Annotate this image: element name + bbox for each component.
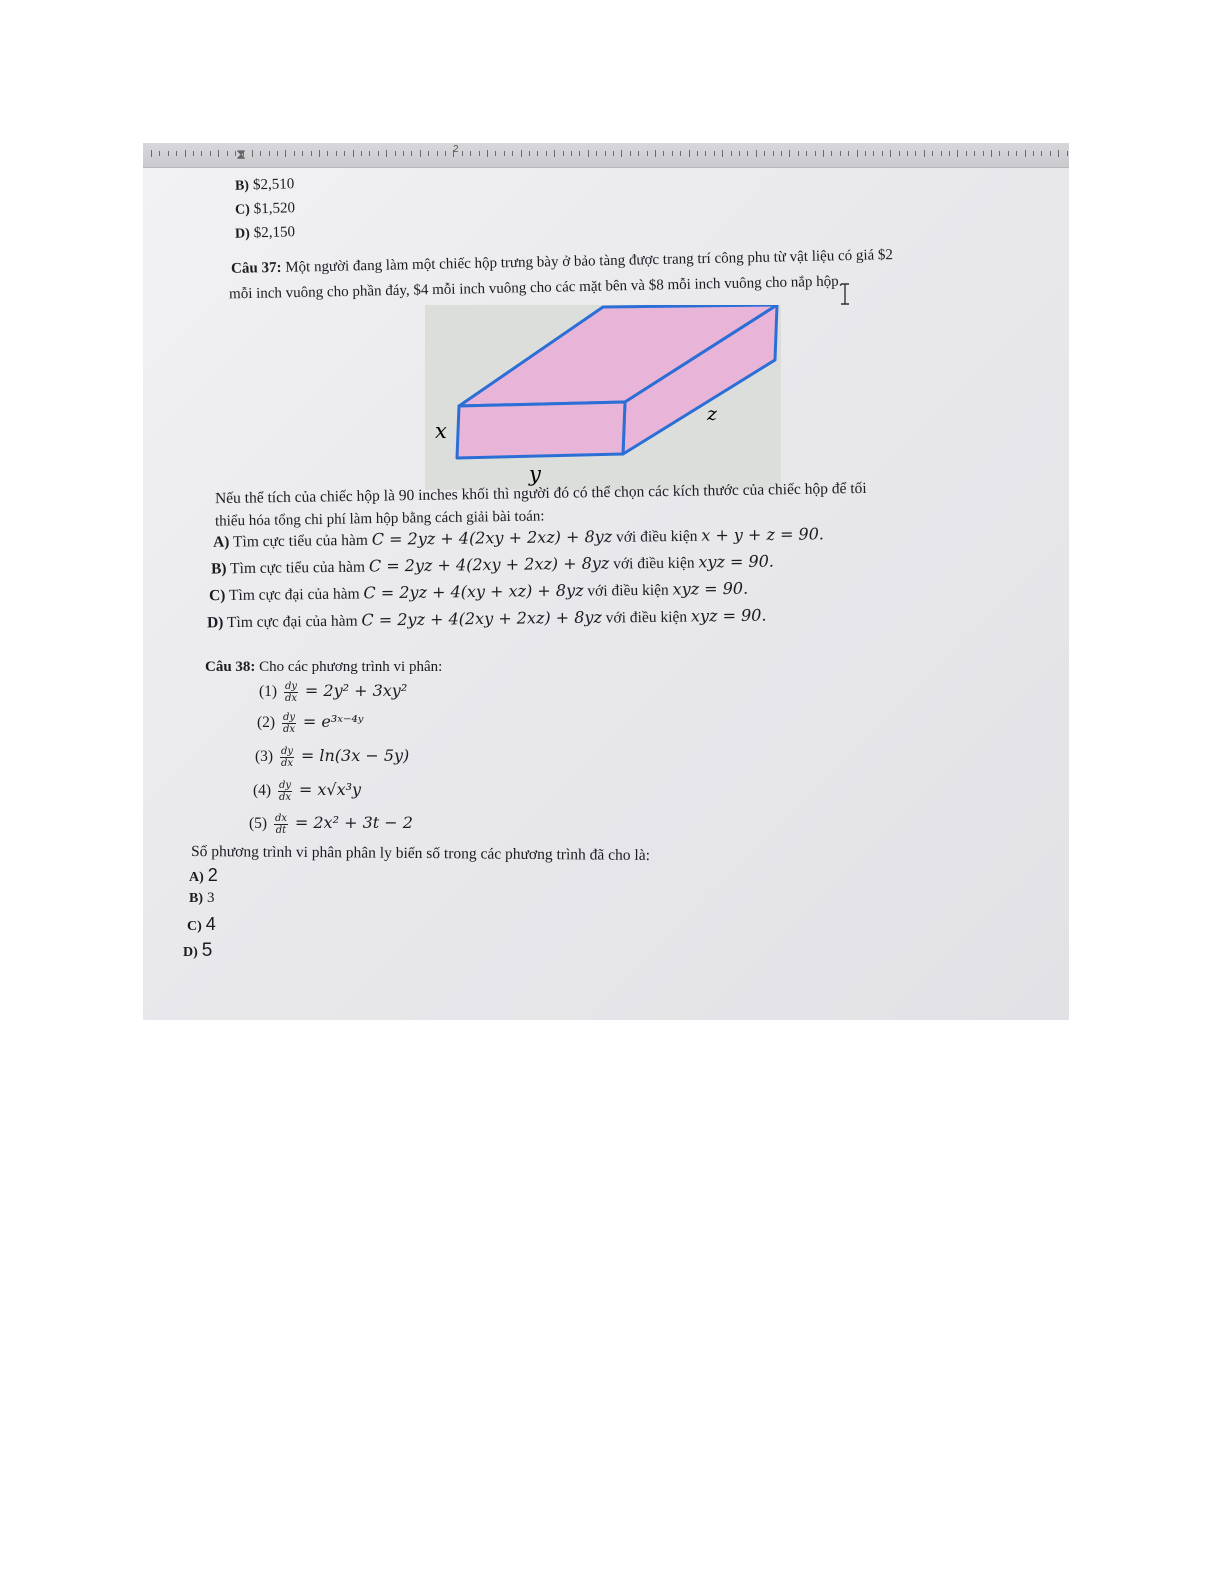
ruler-tick bbox=[311, 151, 312, 156]
q38-intro bbox=[205, 656, 442, 678]
fraction-denominator: dx bbox=[282, 723, 295, 735]
q38-equation-4 bbox=[253, 779, 361, 803]
ruler-tick bbox=[613, 151, 614, 156]
ruler-tick bbox=[731, 151, 732, 156]
q37-option-d bbox=[207, 605, 767, 635]
ruler-tick bbox=[1008, 151, 1009, 156]
ruler-tick bbox=[781, 151, 782, 156]
q37-heading: Câu 37: bbox=[230, 259, 282, 277]
fraction-denominator: dx bbox=[278, 791, 291, 803]
equation-fraction bbox=[282, 712, 296, 735]
option-label: B) bbox=[210, 560, 227, 578]
option-label: D) bbox=[234, 226, 250, 242]
ruler-tick bbox=[647, 151, 648, 156]
ruler-tick bbox=[252, 150, 253, 157]
ruler-tick bbox=[747, 151, 748, 156]
ruler-tick bbox=[773, 151, 774, 156]
ruler-tick bbox=[949, 151, 950, 156]
equation-label: (5) bbox=[249, 815, 268, 832]
option-label: C) bbox=[187, 919, 202, 934]
ruler-tick bbox=[823, 150, 824, 157]
ruler-tick bbox=[218, 150, 219, 157]
ruler-tick bbox=[873, 151, 874, 156]
equation-fraction bbox=[274, 813, 288, 836]
ruler-tick bbox=[210, 151, 211, 156]
ruler-tick bbox=[798, 151, 799, 156]
option-cond-text: với điều kiện bbox=[587, 581, 669, 600]
equation-label: (2) bbox=[257, 714, 276, 731]
ruler-tick bbox=[537, 151, 538, 156]
ruler-tick bbox=[563, 151, 564, 156]
ruler-tick bbox=[966, 151, 967, 156]
option-formula: C = 2yz + 4(xy + xz) + 8yz bbox=[363, 580, 584, 603]
ruler-tick bbox=[185, 150, 186, 157]
option-text: 3 bbox=[207, 890, 215, 906]
ruler-tick bbox=[470, 151, 471, 156]
q37-option-c bbox=[209, 578, 748, 608]
ruler-tick bbox=[630, 151, 631, 156]
prev-option-d bbox=[235, 224, 295, 243]
ruler-tick bbox=[428, 151, 429, 156]
option-label: D) bbox=[206, 614, 224, 632]
ruler-tick bbox=[319, 150, 320, 157]
option-text: $1,520 bbox=[253, 200, 296, 218]
ruler-tick bbox=[176, 151, 177, 156]
ruler-tick bbox=[437, 151, 438, 156]
ruler-tick bbox=[479, 151, 480, 156]
option-label: C) bbox=[234, 202, 250, 218]
q37-text-line1: Một người đang làm một chiếc hộp trưng bày ở bảo tàng được trang trí công phu từ vật liệu có giá $2 bbox=[285, 247, 894, 276]
ruler-tick bbox=[344, 151, 345, 156]
ruler-tick bbox=[840, 151, 841, 156]
ruler-tick bbox=[1041, 151, 1042, 156]
ruler-tick bbox=[521, 150, 522, 157]
fraction-numerator: dy bbox=[278, 779, 292, 791]
option-cond-text: với điều kiện bbox=[615, 527, 698, 546]
q37-option-b bbox=[211, 551, 774, 581]
equation-rhs: = x√x³y bbox=[298, 780, 362, 799]
ruler-tick bbox=[327, 151, 328, 156]
ruler-tick bbox=[1058, 150, 1059, 157]
ruler-tick bbox=[915, 151, 916, 156]
ruler-tick bbox=[378, 151, 379, 156]
ruler-tick bbox=[529, 151, 530, 156]
indent-marker-icon[interactable]: ⧗ bbox=[236, 147, 246, 163]
ruler-tick bbox=[445, 151, 446, 156]
document-photo bbox=[143, 143, 1069, 1020]
option-text: Tìm cực đại của hàm bbox=[226, 612, 358, 632]
ruler-tick bbox=[361, 151, 362, 156]
ruler-tick bbox=[899, 151, 900, 156]
option-text: 2 bbox=[207, 865, 218, 885]
box-figure bbox=[425, 305, 781, 490]
q38-heading: Câu 38: bbox=[205, 659, 256, 675]
ruler-tick bbox=[638, 151, 639, 156]
ruler-tick bbox=[1067, 151, 1068, 156]
equation-fraction bbox=[278, 780, 292, 803]
label-x: x bbox=[435, 419, 447, 443]
ruler-tick bbox=[571, 151, 572, 156]
ruler-tick bbox=[806, 151, 807, 156]
ruler-tick bbox=[1016, 151, 1017, 156]
fraction-numerator: dx bbox=[274, 812, 287, 824]
ruler-tick bbox=[386, 150, 387, 157]
ruler-tick bbox=[285, 150, 286, 157]
ruler-tick bbox=[756, 150, 757, 157]
ruler-tick bbox=[924, 150, 925, 157]
ruler-tick bbox=[159, 151, 160, 156]
ruler-tick bbox=[655, 150, 656, 157]
fraction-numerator: dy bbox=[282, 711, 296, 723]
ruler-tick bbox=[848, 151, 849, 156]
option-text: 5 bbox=[201, 940, 213, 961]
ruler-tick bbox=[764, 151, 765, 156]
option-formula: C = 2yz + 4(2xy + 2xz) + 8yz bbox=[368, 553, 610, 576]
ruler-tick bbox=[403, 151, 404, 156]
ruler-tick bbox=[705, 151, 706, 156]
option-cond-text: với điều kiện bbox=[613, 554, 695, 573]
equation-label: (1) bbox=[259, 683, 278, 700]
q38-equation-1 bbox=[259, 680, 407, 704]
ruler-tick bbox=[672, 151, 673, 156]
option-formula: C = 2yz + 4(2xy + 2xz) + 8yz bbox=[361, 607, 602, 630]
ruler-tick bbox=[1050, 151, 1051, 156]
option-label: B) bbox=[189, 891, 203, 906]
ruler-tick bbox=[739, 151, 740, 156]
ruler-tick bbox=[554, 150, 555, 157]
ruler-tick bbox=[680, 151, 681, 156]
ruler-tick bbox=[588, 150, 589, 157]
equation-fraction bbox=[280, 746, 294, 769]
option-formula: C = 2yz + 4(2xy + 2xz) + 8yz bbox=[371, 526, 613, 549]
ruler-tick bbox=[269, 151, 270, 156]
q38-option-d bbox=[183, 940, 212, 962]
option-label: A) bbox=[189, 870, 204, 885]
fraction-denominator: dx bbox=[280, 757, 293, 769]
ruler-tick bbox=[932, 151, 933, 156]
box-front-face bbox=[457, 402, 625, 458]
ruler-tick bbox=[420, 150, 421, 157]
q38-intro-text: Cho các phương trình vi phân: bbox=[259, 659, 443, 675]
fraction-denominator: dx bbox=[284, 692, 297, 704]
ruler-tick bbox=[260, 151, 261, 156]
ruler-tick bbox=[890, 150, 891, 157]
ruler-tick bbox=[168, 151, 169, 156]
option-condition: xyz = 90. bbox=[672, 578, 749, 599]
q37-line2: mỗi inch vuông cho phần đáy, $4 mỗi inch vuông cho các mặt bên và $8 mỗi inch vuông cho nắp hộp. bbox=[228, 273, 843, 303]
ruler-tick bbox=[294, 151, 295, 156]
ruler-tick bbox=[227, 151, 228, 156]
ruler-tick bbox=[369, 151, 370, 156]
ruler-tick bbox=[957, 150, 958, 157]
option-condition: x + y + z = 90. bbox=[701, 524, 825, 545]
option-text: Tìm cực tiểu của hàm bbox=[230, 558, 366, 578]
ruler-number: 2 bbox=[453, 144, 459, 155]
ruler-tick bbox=[151, 150, 152, 157]
ruler-tick bbox=[487, 150, 488, 157]
option-label: C) bbox=[208, 587, 226, 605]
ruler-tick bbox=[462, 151, 463, 156]
option-label: A) bbox=[212, 533, 230, 551]
q38-equation-5 bbox=[249, 812, 413, 836]
q38-question: Số phương trình vi phân phân ly biến số trong các phương trình đã cho là: bbox=[190, 842, 651, 865]
ruler-tick bbox=[865, 151, 866, 156]
q37-stem-line2: thiểu hóa tổng chi phí làm hộp bằng cách giải bài toán: bbox=[214, 508, 545, 530]
ruler-tick bbox=[495, 151, 496, 156]
ruler-tick bbox=[831, 151, 832, 156]
equation-label: (3) bbox=[255, 748, 274, 765]
q38-equation-3 bbox=[255, 745, 409, 769]
option-text: $2,510 bbox=[252, 176, 295, 194]
q38-equation-2 bbox=[257, 711, 364, 735]
ruler-tick bbox=[1033, 151, 1034, 156]
q38-option-a bbox=[189, 865, 218, 886]
ruler-tick bbox=[504, 151, 505, 156]
label-y: y bbox=[529, 462, 541, 486]
ruler-tick bbox=[697, 151, 698, 156]
ruler-tick bbox=[193, 151, 194, 156]
option-text: Tìm cực đại của hàm bbox=[228, 585, 360, 605]
option-label: D) bbox=[183, 945, 198, 960]
label-z: z bbox=[707, 403, 718, 425]
equation-label: (4) bbox=[253, 782, 272, 799]
q37-stem-line1: Nếu thể tích của chiếc hộp là 90 inches khối thì người đó có thể chọn các kích thước của chiếc hộp để tối bbox=[214, 479, 867, 508]
ruler-tick bbox=[546, 151, 547, 156]
ruler-tick bbox=[277, 151, 278, 156]
equation-rhs: = ln(3x − 5y) bbox=[300, 746, 410, 765]
ruler-tick bbox=[605, 151, 606, 156]
ruler-tick bbox=[941, 151, 942, 156]
ruler-tick bbox=[663, 151, 664, 156]
option-condition: xyz = 90. bbox=[698, 551, 775, 572]
fraction-numerator: dy bbox=[280, 745, 294, 757]
equation-rhs: = 2x² + 3t − 2 bbox=[294, 813, 413, 832]
equation-rhs: = 2y² + 3xy² bbox=[304, 681, 408, 700]
prev-option-c bbox=[235, 200, 295, 219]
prev-option-b bbox=[235, 176, 295, 195]
ruler-tick bbox=[991, 150, 992, 157]
ruler-tick bbox=[411, 151, 412, 156]
ruler-tick bbox=[579, 151, 580, 156]
equation-fraction bbox=[284, 681, 298, 704]
text-cursor-icon bbox=[838, 283, 852, 305]
ruler-tick bbox=[789, 150, 790, 157]
ruler bbox=[143, 143, 1069, 168]
ruler-tick bbox=[621, 150, 622, 157]
equation-rhs: = e³ˣ⁻⁴ʸ bbox=[302, 712, 364, 731]
ruler-tick bbox=[999, 151, 1000, 156]
option-condition: xyz = 90. bbox=[690, 605, 767, 626]
ruler-tick bbox=[353, 150, 354, 157]
ruler-tick bbox=[689, 150, 690, 157]
fraction-denominator: dt bbox=[275, 824, 287, 836]
ruler-tick bbox=[201, 151, 202, 156]
option-text: Tìm cực tiểu của hàm bbox=[232, 531, 369, 551]
option-text: 4 bbox=[205, 914, 216, 934]
q38-option-c bbox=[187, 914, 216, 935]
ruler-tick bbox=[596, 151, 597, 156]
ruler-tick bbox=[722, 150, 723, 157]
ruler-tick bbox=[857, 150, 858, 157]
ruler-tick bbox=[907, 151, 908, 156]
ruler-tick bbox=[1025, 150, 1026, 157]
ruler-tick bbox=[512, 151, 513, 156]
option-cond-text: với điều kiện bbox=[605, 608, 688, 627]
ruler-tick bbox=[395, 151, 396, 156]
option-text: $2,150 bbox=[253, 224, 296, 242]
ruler-tick bbox=[302, 151, 303, 156]
ruler-tick bbox=[336, 151, 337, 156]
ruler-tick bbox=[882, 151, 883, 156]
ruler-tick bbox=[974, 151, 975, 156]
ruler-tick bbox=[815, 151, 816, 156]
ruler-tick bbox=[983, 151, 984, 156]
fraction-numerator: dy bbox=[284, 680, 298, 692]
ruler-tick bbox=[714, 151, 715, 156]
option-label: B) bbox=[234, 178, 250, 194]
q38-option-b bbox=[189, 890, 215, 907]
